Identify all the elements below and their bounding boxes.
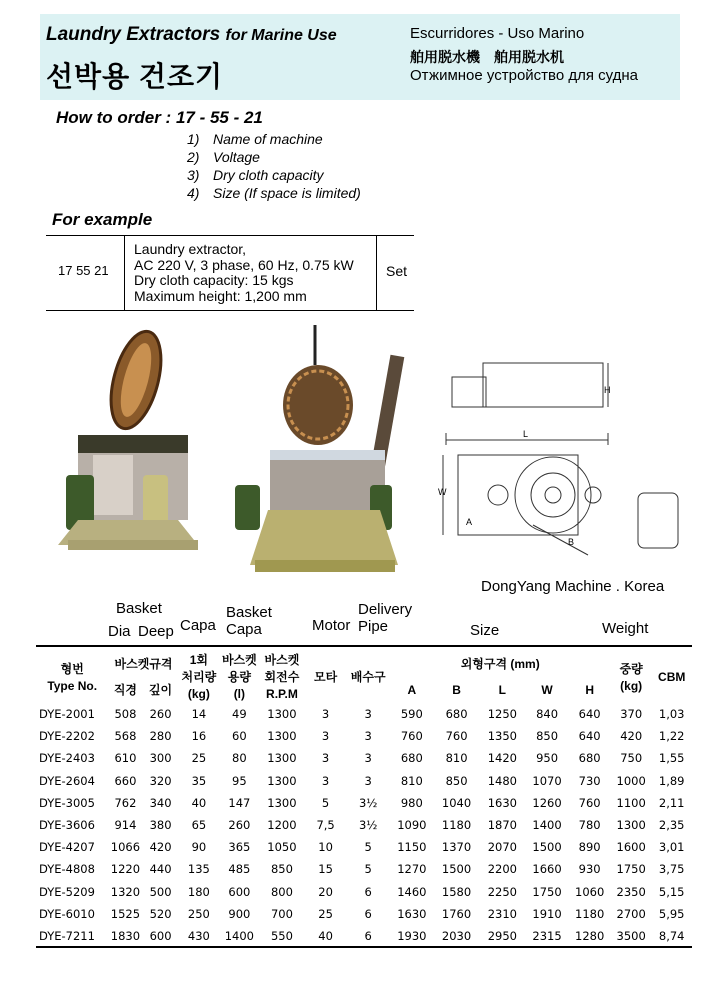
table-cell: 10 [318, 840, 333, 855]
table-row [36, 881, 692, 903]
table-cell: 16 [191, 729, 207, 744]
table-cell: 95 [232, 773, 247, 788]
example-description: Laundry extractor, AC 220 V, 3 phase, 60 Hz, 0.75 kW Dry cloth capacity: 15 kgs Maximum height: 1,200 mm [134, 241, 354, 304]
title-english: Laundry Extractors for Marine Use [46, 24, 337, 45]
table-cell: 3,01 [658, 840, 685, 855]
table-cell: 40 [318, 928, 333, 943]
table-cell: 3 [321, 751, 330, 766]
table-cell: 1060 [575, 884, 605, 899]
table-cell: 1,22 [658, 729, 685, 744]
table-cell: 810 [445, 751, 468, 766]
dim-label-b: B [568, 537, 575, 547]
col-basket-capa-label-1: Basket [226, 604, 272, 621]
col-weight-label: Weight [602, 620, 649, 637]
th-cbm: CBM [658, 670, 686, 684]
order-step: 2) Voltage [187, 149, 260, 165]
table-cell: 2200 [487, 862, 517, 877]
table-cell: 2,35 [658, 818, 685, 833]
col-capa-label: Capa [180, 617, 216, 634]
table-cell: 90 [191, 840, 207, 855]
table-cell: 440 [149, 862, 172, 877]
table-cell: DYE-2604 [39, 773, 95, 788]
table-cell: 260 [149, 707, 172, 722]
table-cell: 40 [191, 795, 207, 810]
table-cell: 5 [364, 840, 372, 855]
th-capacity: 1회 처리량 (kg) [181, 653, 217, 701]
dim-label-a: A [466, 517, 473, 527]
table-cell: 135 [187, 862, 210, 877]
table-cell: 5 [364, 862, 372, 877]
table-cell: 1000 [616, 773, 646, 788]
th-motor: 모타 [314, 670, 338, 684]
table-cell: 380 [149, 818, 172, 833]
table-cell: 1250 [487, 707, 517, 722]
col-deep-label: Deep [138, 623, 174, 640]
table-cell: 1580 [441, 884, 472, 899]
order-step: 1) Name of machine [187, 131, 323, 147]
table-cell: 1870 [487, 818, 517, 833]
table-cell: 1370 [441, 840, 472, 855]
col-delivery-label-2: Pipe [358, 618, 389, 635]
table-cell: 420 [149, 840, 172, 855]
table-cell: 1600 [616, 840, 646, 855]
table-cell: 1,03 [658, 707, 685, 722]
table-cell: 6 [364, 928, 372, 943]
table-cell: 300 [149, 751, 172, 766]
table-cell: 1350 [487, 729, 517, 744]
title-spanish: Escurridores - Uso Marino [410, 25, 585, 42]
table-cell: 1460 [397, 884, 427, 899]
table-cell: 760 [400, 729, 423, 744]
table-cell: 260 [228, 818, 251, 833]
table-cell: 3 [321, 729, 330, 744]
table-cell: 1280 [575, 928, 605, 943]
table-cell: 3 [321, 773, 330, 788]
table-cell: 1,55 [658, 751, 685, 766]
table-cell: 280 [149, 729, 172, 744]
example-box [46, 235, 414, 311]
table-cell: 20 [318, 884, 333, 899]
table-cell: DYE-2403 [39, 751, 95, 766]
table-cell: 1320 [110, 884, 141, 899]
col-delivery-label-1: Delivery [358, 601, 413, 618]
title-korean: 선박용 건조기 [46, 61, 224, 92]
table-cell: 590 [400, 707, 423, 722]
table-row [36, 925, 692, 947]
table-cell: 60 [232, 729, 247, 744]
table-row [36, 725, 692, 747]
table-cell: 180 [187, 884, 210, 899]
table-cell: 3 [321, 707, 330, 722]
table-cell: 500 [149, 884, 172, 899]
table-cell: 1300 [267, 795, 297, 810]
order-steps [187, 130, 361, 202]
th-rpm: 바스켓 회전수 R.P.M [264, 653, 300, 701]
title-russian: Отжимное устройство для судна [410, 67, 639, 84]
th-a: A [407, 682, 417, 697]
table-cell: 550 [270, 928, 293, 943]
table-cell: 660 [114, 773, 137, 788]
table-row [36, 770, 692, 792]
table-cell: 6 [364, 884, 372, 899]
table-cell: 1260 [532, 795, 562, 810]
col-basket-label: Basket [116, 600, 162, 617]
table-cell: 1066 [110, 840, 141, 855]
table-cell: 3500 [616, 928, 646, 943]
table-cell: 1090 [397, 818, 427, 833]
table-cell: 610 [114, 751, 137, 766]
table-cell: 2315 [532, 928, 562, 943]
table-cell: 850 [445, 773, 468, 788]
table-cell: 1660 [532, 862, 562, 877]
table-cell: 430 [187, 928, 210, 943]
table-cell: 600 [149, 928, 172, 943]
table-cell: 1040 [441, 795, 472, 810]
table-cell: 950 [536, 751, 559, 766]
dimension-drawing [438, 345, 708, 575]
table-cell: 840 [536, 707, 559, 722]
table-cell: 900 [228, 906, 251, 921]
table-cell: 1070 [532, 773, 562, 788]
table-cell: 520 [149, 906, 172, 921]
table-cell: 370 [620, 707, 643, 722]
th-weight: 중량 (kg) [619, 661, 643, 693]
table-cell: DYE-5209 [39, 884, 95, 899]
table-cell: 5 [321, 795, 330, 810]
table-cell: 3 [364, 773, 372, 788]
table-cell: 3½ [358, 795, 378, 810]
table-cell: DYE-7211 [39, 928, 95, 943]
col-motor-label: Motor [312, 617, 351, 634]
example-code: 17 55 21 [58, 263, 109, 278]
title-japanese: 舶用脱水機 舶用脱水机 [410, 49, 564, 65]
table-cell: 2,11 [658, 795, 685, 810]
th-type: 형번 Type No. [47, 661, 98, 693]
table-cell: 680 [578, 751, 601, 766]
table-cell: 5,15 [658, 884, 685, 899]
table-row [36, 858, 692, 880]
table-row [36, 703, 692, 725]
table-cell: 1750 [616, 862, 646, 877]
table-cell: 15 [318, 862, 333, 877]
table-cell: 65 [191, 818, 207, 833]
table-cell: 25 [191, 751, 207, 766]
table-cell: 7,5 [316, 818, 335, 833]
header-row [36, 652, 692, 678]
th-h: H [585, 682, 594, 697]
example-unit: Set [386, 263, 408, 279]
table-row [36, 814, 692, 836]
table-cell: 1200 [267, 818, 297, 833]
table-cell: 1830 [110, 928, 141, 943]
th-pipe: 배수구 [350, 670, 386, 684]
table-top-rule [36, 645, 692, 647]
table-cell: DYE-4808 [39, 862, 95, 877]
image-caption: DongYang Machine . Korea [481, 578, 665, 595]
table-cell: 3 [364, 707, 372, 722]
table-cell: 2070 [487, 840, 517, 855]
col-dia-label: Dia [108, 623, 131, 640]
col-size-label: Size [470, 622, 500, 639]
table-row [36, 792, 692, 814]
table-cell: 3,75 [658, 862, 685, 877]
table-cell: 3½ [358, 818, 378, 833]
table-cell: 600 [228, 884, 251, 899]
table-cell: 1420 [487, 751, 517, 766]
order-step: 4) Size (If space is limited) [187, 185, 361, 201]
table-cell: 1150 [397, 840, 427, 855]
table-cell: 980 [400, 795, 423, 810]
table-cell: 1270 [397, 862, 427, 877]
col-basket-capa-label-2: Capa [226, 621, 262, 638]
th-deep: 깊이 [148, 682, 173, 697]
order-step: 3) Dry cloth capacity [187, 167, 324, 183]
table-cell: 640 [578, 707, 601, 722]
table-cell: 340 [149, 795, 172, 810]
th-size: 외형구격 (mm) [460, 657, 540, 672]
table-cell: 49 [232, 707, 247, 722]
dim-label-h: H [604, 385, 611, 395]
table-cell: 2250 [487, 884, 517, 899]
table-cell: 890 [578, 840, 601, 855]
table-cell: 1400 [532, 818, 562, 833]
table-cell: 1500 [441, 862, 472, 877]
th-w: W [541, 682, 553, 697]
table-cell: 25 [318, 906, 333, 921]
example-heading: For example [52, 210, 153, 229]
th-basket-volume: 바스켓 용량 (l) [221, 653, 257, 701]
table-cell: 1100 [616, 795, 646, 810]
extractor-photo-basket-hoist [230, 325, 408, 580]
table-cell: 760 [445, 729, 468, 744]
table-bottom-rule [36, 946, 692, 948]
table-cell: 14 [191, 707, 207, 722]
table-row [36, 903, 692, 925]
table-cell: 1180 [441, 818, 472, 833]
table-cell: 2350 [616, 884, 646, 899]
table-cell: DYE-4207 [39, 840, 95, 855]
table-cell: 1910 [532, 906, 562, 921]
table-cell: 485 [228, 862, 251, 877]
table-cell: 3 [364, 729, 372, 744]
th-l: L [498, 682, 507, 697]
table-cell: 1300 [616, 818, 646, 833]
table-cell: 1300 [267, 751, 297, 766]
th-dia: 직경 [113, 682, 138, 697]
table-cell: 750 [620, 751, 643, 766]
table-cell: 1300 [267, 707, 297, 722]
table-cell: 800 [270, 884, 293, 899]
table-cell: 1500 [532, 840, 562, 855]
table-cell: DYE-2001 [39, 707, 95, 722]
table-cell: 1930 [397, 928, 427, 943]
table-cell: 850 [270, 862, 293, 877]
table-cell: 6 [364, 906, 372, 921]
extractor-photo-open-lid [48, 325, 210, 565]
table-cell: 250 [187, 906, 210, 921]
table-cell: 2700 [616, 906, 646, 921]
table-cell: 35 [191, 773, 207, 788]
table-row [36, 836, 692, 858]
table-cell: 508 [114, 707, 137, 722]
table-cell: DYE-6010 [39, 906, 95, 921]
table-cell: 730 [578, 773, 601, 788]
table-cell: DYE-3606 [39, 818, 95, 833]
table-cell: 780 [578, 818, 601, 833]
table-cell: 3 [364, 751, 372, 766]
table-cell: 8,74 [658, 928, 685, 943]
table-cell: 420 [620, 729, 643, 744]
table-cell: 147 [228, 795, 251, 810]
table-cell: 1400 [224, 928, 254, 943]
table-cell: DYE-2202 [39, 729, 95, 744]
table-cell: 568 [114, 729, 137, 744]
table-cell: 1760 [441, 906, 472, 921]
table-cell: 914 [114, 818, 137, 833]
spec-table [36, 652, 692, 947]
how-to-order-heading: How to order : 17 - 55 - 21 [56, 108, 263, 127]
table-cell: 1480 [487, 773, 517, 788]
th-basket-spec: 바스켓규격 [114, 657, 173, 672]
table-cell: 1525 [110, 906, 141, 921]
table-cell: DYE-3005 [39, 795, 95, 810]
table-cell: 2030 [441, 928, 472, 943]
table-cell: 1300 [267, 773, 297, 788]
table-cell: 1300 [267, 729, 297, 744]
table-cell: 640 [578, 729, 601, 744]
table-cell: 700 [270, 906, 293, 921]
table-cell: 2310 [487, 906, 517, 921]
table-cell: 760 [578, 795, 601, 810]
table-cell: 1220 [110, 862, 141, 877]
table-cell: 365 [228, 840, 251, 855]
table-cell: 320 [149, 773, 172, 788]
table-cell: 680 [445, 707, 468, 722]
table-cell: 930 [578, 862, 601, 877]
table-row [36, 747, 692, 769]
table-cell: 680 [400, 751, 423, 766]
table-cell: 1,89 [658, 773, 685, 788]
table-cell: 5,95 [658, 906, 685, 921]
dim-label-l: L [523, 429, 529, 439]
table-cell: 810 [400, 773, 423, 788]
dim-label-w: W [438, 487, 447, 497]
table-cell: 1630 [397, 906, 427, 921]
table-cell: 80 [232, 751, 247, 766]
table-cell: 1750 [532, 884, 562, 899]
table-cell: 1180 [575, 906, 605, 921]
th-b: B [452, 682, 461, 697]
table-cell: 762 [114, 795, 137, 810]
table-cell: 850 [536, 729, 559, 744]
table-cell: 1050 [267, 840, 297, 855]
table-cell: 2950 [487, 928, 517, 943]
table-cell: 1630 [487, 795, 517, 810]
